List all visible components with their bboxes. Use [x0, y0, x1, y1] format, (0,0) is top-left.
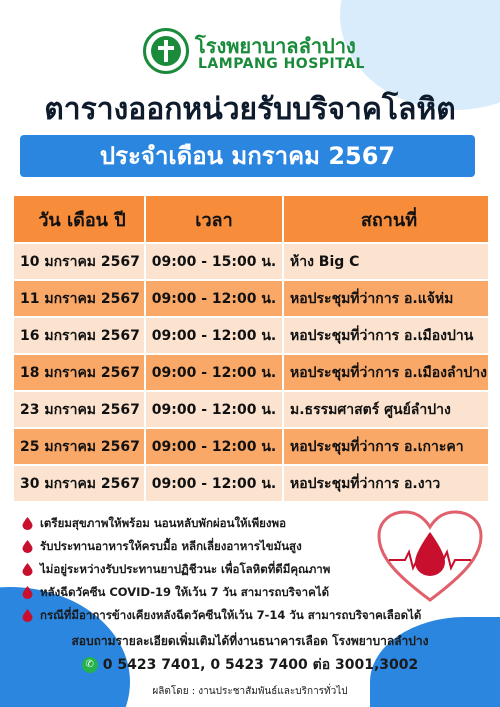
row-location: หอประชุมที่ว่าการ อ.เกาะคา: [284, 429, 488, 464]
header-location: สถานที่: [284, 196, 488, 242]
row-location: ม.ธรรมศาสตร์ ศูนย์ลำปาง: [284, 392, 488, 427]
production-credit: ผลิตโดย : งานประชาสัมพันธ์และบริการทั่วไป: [152, 686, 348, 697]
table-header-row: [14, 196, 488, 242]
row-date: 11 มกราคม 2567: [14, 281, 144, 316]
row-time: 09:00 - 12:00 น.: [146, 355, 282, 390]
month-banner: ประจำเดือน มกราคม 2567: [20, 135, 475, 177]
table-row: [14, 429, 488, 464]
blood-drop-icon: [22, 609, 33, 622]
table-row: [14, 281, 488, 316]
donor-tips-list: [22, 512, 422, 627]
header-date: วัน เดือน ปี: [14, 196, 144, 242]
table-row: [14, 392, 488, 427]
tip-text: ไม่อยู่ระหว่างรับประทานยาปฏิชีวนะ เพื่อโลหิตที่ดีมีคุณภาพ: [40, 561, 331, 576]
row-location: หอประชุมที่ว่าการ อ.งาว: [284, 466, 488, 501]
hospital-name-en: LAMPANG HOSPITAL: [198, 56, 365, 72]
hospital-name-th: โรงพยาบาลลำปาง: [195, 34, 356, 58]
tip-item: [22, 512, 392, 535]
row-location: หอประชุมที่ว่าการ อ.เมืองปาน: [284, 318, 488, 353]
row-location: ห้าง Big C: [284, 244, 488, 279]
row-date: 30 มกราคม 2567: [14, 466, 144, 501]
blood-drop-icon: [22, 517, 33, 530]
table-row: [14, 318, 488, 353]
hospital-header: [0, 28, 500, 76]
row-time: 09:00 - 12:00 น.: [146, 466, 282, 501]
page-title: ตารางออกหน่วยรับบริจาคโลหิต: [44, 92, 456, 127]
row-time: 09:00 - 15:00 น.: [146, 244, 282, 279]
tip-item: [22, 558, 392, 581]
tip-text: รับประทานอาหารให้ครบมื้อ หลีกเลี่ยงอาหารไขมันสูง: [40, 538, 302, 553]
heart-blood-drop-icon: [375, 508, 485, 608]
header-time: เวลา: [146, 196, 282, 242]
row-date: 10 มกราคม 2567: [14, 244, 144, 279]
table-row: [14, 466, 488, 501]
row-time: 09:00 - 12:00 น.: [146, 281, 282, 316]
blood-drop-icon: [22, 540, 33, 553]
row-date: 16 มกราคม 2567: [14, 318, 144, 353]
row-location: หอประชุมที่ว่าการ อ.แจ้ห่ม: [284, 281, 488, 316]
tip-item: [22, 581, 392, 604]
row-location: หอประชุมที่ว่าการ อ.เมืองลำปาง: [284, 355, 488, 390]
phone-icon: ✆: [82, 657, 98, 673]
tip-text: เตรียมสุขภาพให้พร้อม นอนหลับพักผ่อนให้เพียงพอ: [40, 515, 286, 530]
contact-info: สอบถามรายละเอียดเพิ่มเติมได้ที่งานธนาคารเลือด โรงพยาบาลลำปาง: [71, 634, 429, 648]
phone-numbers: 0 5423 7401, 0 5423 7400 ต่อ 3001,3002: [102, 657, 419, 673]
row-date: 18 มกราคม 2567: [14, 355, 144, 390]
tip-text: กรณีที่มีอาการข้างเคียงหลังฉีดวัคซีนให้เว้น 7-14 วัน สามารถบริจาคเลือดได้: [40, 607, 422, 622]
tip-text: หลังฉีดวัคซีน COVID-19 ให้เว้น 7 วัน สามารถบริจาคได้: [40, 584, 330, 599]
row-date: 25 มกราคม 2567: [14, 429, 144, 464]
row-time: 09:00 - 12:00 น.: [146, 392, 282, 427]
phone-line: [0, 654, 500, 676]
row-time: 09:00 - 12:00 น.: [146, 318, 282, 353]
table-row: [14, 244, 488, 279]
blood-drop-icon: [22, 563, 33, 576]
schedule-table: [14, 196, 488, 503]
tip-item: [22, 535, 392, 558]
blood-drop-icon: [22, 586, 33, 599]
hospital-logo-icon: [143, 28, 189, 74]
row-date: 23 มกราคม 2567: [14, 392, 144, 427]
row-time: 09:00 - 12:00 น.: [146, 429, 282, 464]
table-row: [14, 355, 488, 390]
tip-item: [22, 604, 422, 627]
